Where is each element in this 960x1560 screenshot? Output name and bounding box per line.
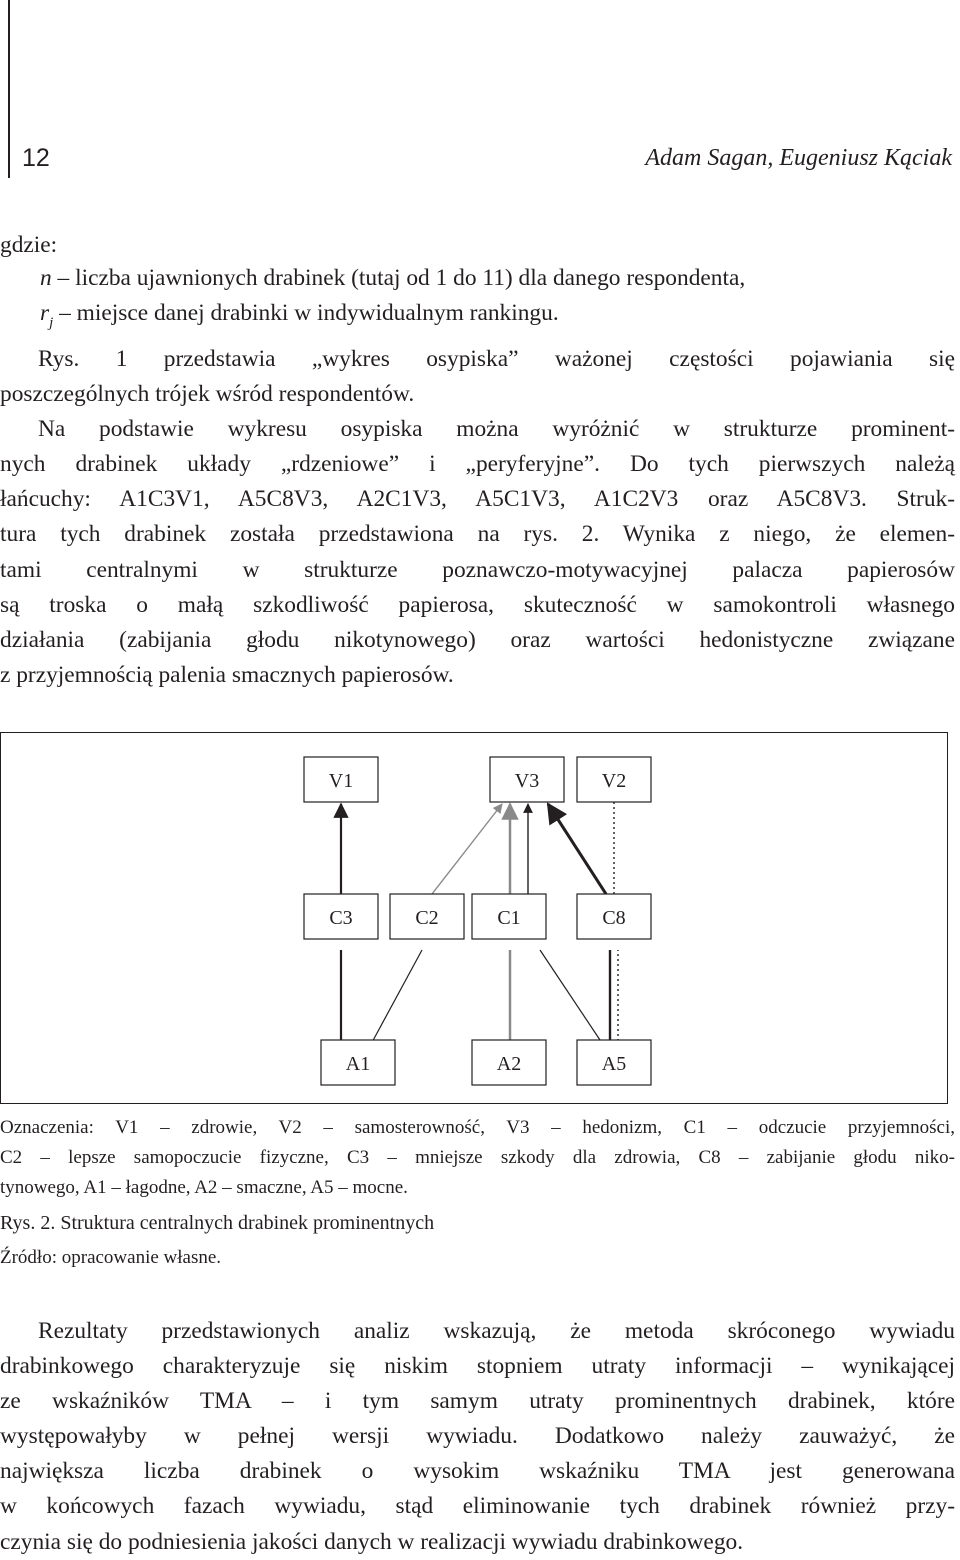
link-a5-c1 [540,950,604,1046]
paragraph-1-line: poszczególnych trójek wśród respondentów. [0,381,415,408]
definition-r [40,296,559,334]
node-c1-label: C1 [497,907,521,929]
node-c3 [304,894,378,939]
node-v1-label: V1 [328,770,354,792]
node-c8 [577,894,651,939]
figure-source: Źródło: opracowanie własne. [0,1247,222,1268]
node-v3 [490,757,564,802]
definition-n [40,261,745,296]
definition-r-text: – miejsce danej drabinki w indywidualnym rankingu. [53,300,559,326]
arrow-c8-v3 [548,804,606,894]
figure-legend [0,1113,955,1202]
margin-rule [8,0,10,178]
paragraph-2 [0,1314,955,1560]
paragraph-2-line: w końcowych fazach wywiadu, stąd eliminowanie tych drabinek również przy- [0,1493,955,1520]
paragraph-2-line: ze wskaźników TMA – i tym samym utraty prominentnych drabinek, które [0,1388,955,1415]
paragraph-1-line: tura tych drabinek została przedstawiona na rys. 2. Wynika z niego, że elemen- [0,521,955,548]
arrow-c2-v3 [432,804,502,894]
paragraph-2-line: czynia się do podniesienia jakości danych w realizacji wywiadu drabinkowego. [0,1528,744,1555]
page-number: 12 [22,144,50,172]
node-v2-label: V2 [601,770,627,792]
node-a2 [472,1040,546,1085]
paragraph-2-line: największa liczba drabinek o wysokim wskaźniku TMA jest generowana [0,1458,955,1485]
paragraph-1-line: Na podstawie wykresu osypiska można wyróżnić w strukturze prominent- [38,416,955,443]
figure-legend-line: C2 – lepsze samopoczucie fizyczne, C3 – mniejsze szkody dla zdrowia, C8 – zabijanie głodu niko- [0,1146,955,1168]
paragraph-1-line: są troska o małą szkodliwość papierosa, skuteczność w samokontroli własnego [0,591,955,618]
paragraph-2-line: Rezultaty przedstawionych analiz wskazują, że metoda skróconego wywiadu [38,1318,955,1344]
figure-legend-line: tynowego, A1 – łagodne, A2 – smaczne, A5 – mocne. [0,1176,408,1198]
symbol-n: n [40,265,52,291]
paragraph-1-line: łańcuchy: A1C3V1, A5C8V3, A2C1V3, A5C1V3, A1C2V3 oraz A5C8V3. Struk- [0,486,955,513]
node-c2-label: C2 [415,907,439,929]
node-v3-label: V3 [514,770,540,792]
node-a1-label: A1 [345,1053,371,1075]
node-c3-label: C3 [329,907,353,929]
figure-caption: Rys. 2. Struktura centralnych drabinek prominentnych [0,1212,435,1234]
node-c8-label: C8 [602,907,626,929]
paragraph-1-line: nych drabinek układy „rdzeniowe” i „peryferyjne”. Do tych pierwszych należą [0,451,955,478]
symbol-r-subscript: j [49,315,54,331]
node-a2-label: A2 [496,1053,522,1075]
node-a5-label: A5 [601,1053,627,1075]
definitions-intro: gdzie: [0,232,58,258]
link-a1-c2 [370,950,422,1046]
figure-legend-line: Oznaczenia: V1 – zdrowie, V2 – samosterowność, V3 – hedonizm, C1 – odczucie przyjemności, [0,1117,955,1138]
paragraph-1-line: Rys. 1 przedstawia „wykres osypiska” ważonej częstości pojawiania się [38,346,955,372]
paragraph-1 [0,342,955,693]
node-c2 [390,894,464,939]
paragraph-1-line: z przyjemnością palenia smacznych papierosów. [0,661,454,688]
paragraph-2-line: występowałyby w pełnej wersji wywiadu. Dodatkowo należy zauważyć, że [0,1423,955,1450]
paragraph-1-line: działania (zabijania głodu nikotynowego) oraz wartości hedonistyczne związane [0,626,955,653]
node-c1 [472,894,546,939]
running-head-authors: Adam Sagan, Eugeniusz Kąciak [645,145,952,171]
ladder-structure-diagram [0,732,948,1104]
symbol-r: r [40,300,50,326]
node-a1 [321,1040,395,1085]
node-v2 [577,757,651,802]
node-a5 [577,1040,651,1085]
paragraph-1-line: tami centralnymi w strukturze poznawczo-motywacyjnej palacza papierosów [0,556,955,583]
paragraph-2-line: drabinkowego charakteryzuje się niskim stopniem utraty informacji – wynikającej [0,1353,955,1380]
definition-n-text: – liczba ujawnionych drabinek (tutaj od 1 do 11) dla danego respondenta, [51,265,746,291]
node-v1 [304,757,378,802]
